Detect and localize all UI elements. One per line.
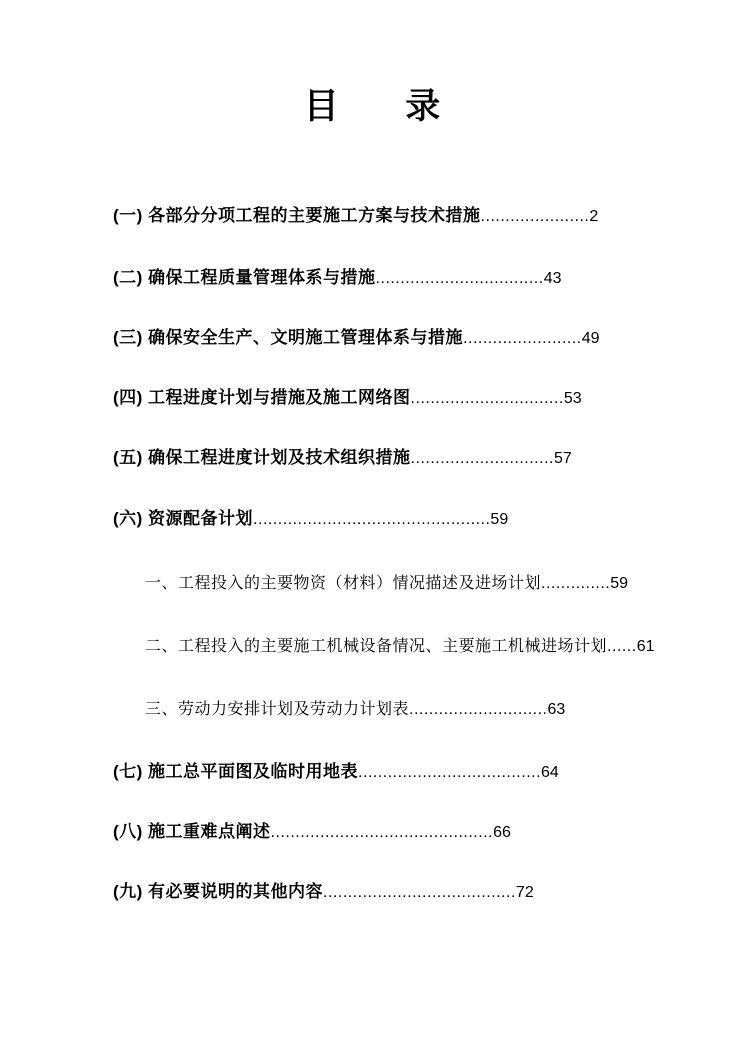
toc-subentry (145, 698, 724, 722)
toc-page-number: 61 (636, 638, 655, 655)
toc-entry-label: 二、工程投入的主要施工机械设备情况、主要施工机械进场计划 (145, 638, 608, 655)
toc-leader-dots: ................................................ (253, 511, 491, 528)
toc-leader-dots: .................................. (375, 270, 544, 287)
toc-leader-dots: ...... (607, 638, 637, 655)
toc-entry (113, 386, 724, 411)
toc-page-number: 64 (541, 764, 559, 781)
toc-page-number: 2 (589, 208, 599, 225)
toc-entry-label: 三、劳动力安排计划及劳动力计划表 (145, 701, 410, 718)
toc-leader-dots: ............................................. (270, 824, 494, 841)
toc-leader-dots: ............................. (410, 450, 554, 467)
toc-entry (113, 880, 724, 905)
toc-page-number: 66 (493, 824, 511, 841)
toc-leader-dots: ............................... (410, 390, 564, 407)
toc-entry-label: (一) 各部分分项工程的主要施工方案与技术措施 (113, 206, 481, 225)
toc-subentry (145, 572, 724, 596)
toc-entry-label: (二) 确保工程质量管理体系与措施 (113, 268, 376, 287)
toc-entry-label: (三) 确保安全生产、文明施工管理体系与措施 (113, 328, 464, 347)
toc-page-number: 63 (547, 701, 566, 718)
toc-entry (113, 760, 724, 785)
toc-page-number: 72 (515, 884, 534, 901)
toc-entry-label: (六) 资源配备计划 (113, 509, 254, 528)
page-title: 目 录 (303, 87, 456, 126)
toc-subentry (145, 635, 724, 659)
toc-entry-label: 一、工程投入的主要物资（材料）情况描述及进场计划 (145, 575, 542, 592)
toc-page-number: 49 (581, 330, 600, 347)
toc-leader-dots: .............. (541, 575, 611, 592)
toc-page-number: 57 (553, 450, 572, 467)
toc-entry (113, 446, 724, 471)
toc-page-number: 43 (543, 270, 562, 287)
toc-entry (113, 266, 724, 291)
toc-entry-label: (五) 确保工程进度计划及技术组织措施 (113, 448, 411, 467)
toc-entry (113, 507, 724, 532)
toc-page-number: 59 (490, 511, 509, 528)
toc-entry (113, 204, 724, 229)
toc-leader-dots: ..................................... (358, 764, 542, 781)
toc-entry-label: (九) 有必要说明的其他内容 (113, 882, 324, 901)
toc-entry (113, 820, 724, 845)
toc-page-number: 53 (563, 390, 582, 407)
toc-leader-dots: ....................................... (323, 884, 516, 901)
toc-entry (113, 326, 724, 351)
toc-entry-label: (八) 施工重难点阐述 (113, 822, 271, 841)
toc-leader-dots: ........................ (463, 330, 582, 347)
toc-page-number: 59 (610, 575, 629, 592)
toc-leader-dots: ............................ (409, 701, 548, 718)
toc-entry-label: (四) 工程进度计划与措施及施工网络图 (113, 388, 411, 407)
toc-entry-label: (七) 施工总平面图及临时用地表 (113, 762, 359, 781)
toc-leader-dots: ...................... (480, 208, 590, 225)
